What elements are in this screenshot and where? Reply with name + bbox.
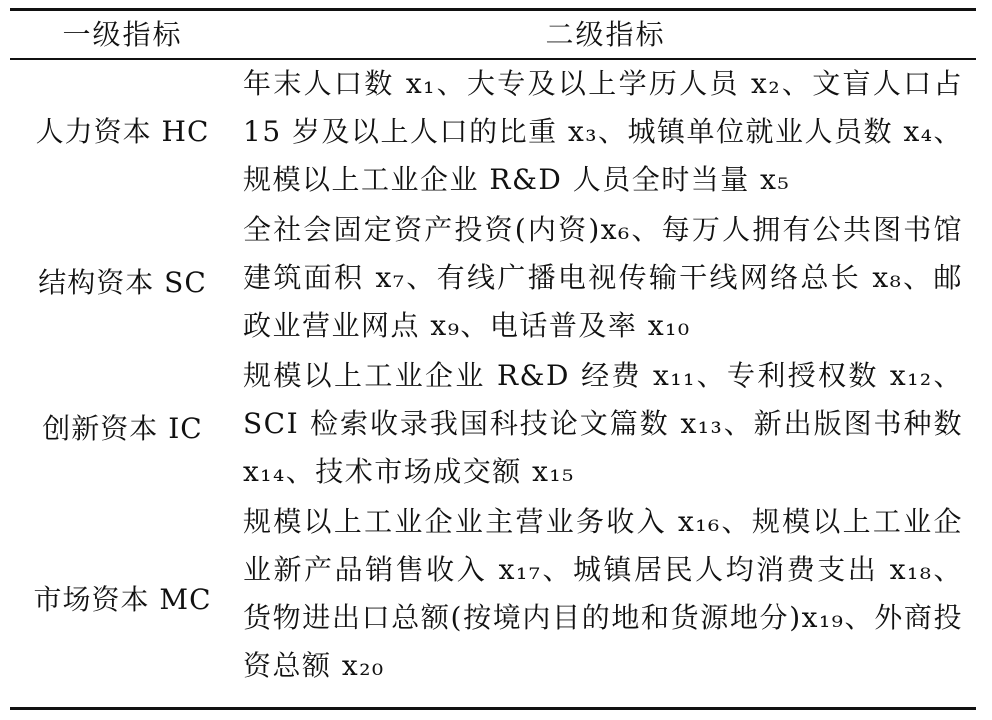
secondary-indicator-cell: 年末人口数 x₁、大专及以上学历人员 x₂、文盲人口占 15 岁及以上人口的比重 x₃、城镇单位就业人员数 x₄、规模以上工业企业 R&D 人员全时当量 x₅	[243, 67, 963, 196]
table-row	[10, 352, 976, 500]
table-row	[10, 60, 976, 208]
table-row	[10, 206, 976, 354]
secondary-indicator-cell: 全社会固定资产投资(内资)x₆、每万人拥有公共图书馆建筑面积 x₇、有线广播电视传输干线网络总长 x₈、邮政业营业网点 x₉、电话普及率 x₁₀	[243, 213, 963, 342]
table-top-rule	[10, 8, 976, 11]
primary-indicator-cell: 结构资本 SC	[38, 266, 207, 299]
table-bottom-rule	[10, 707, 976, 710]
primary-indicator-cell: 人力资本 HC	[35, 115, 210, 148]
header-primary-indicator: 一级指标	[62, 18, 183, 51]
primary-indicator-cell: 创新资本 IC	[42, 412, 203, 445]
secondary-indicator-cell: 规模以上工业企业主营业务收入 x₁₆、规模以上工业企业新产品销售收入 x₁₇、城镇居民人均消费支出 x₁₈、货物进出口总额(按境内目的地和货源地分)x₁₉、外商投资总额 x₂₀	[243, 505, 963, 682]
primary-indicator-cell: 市场资本 MC	[33, 583, 212, 616]
table-row	[10, 498, 976, 706]
header-secondary-indicator: 二级指标	[545, 18, 666, 51]
secondary-indicator-cell: 规模以上工业企业 R&D 经费 x₁₁、专利授权数 x₁₂、SCI 检索收录我国科技论文篇数 x₁₃、新出版图书种数 x₁₄、技术市场成交额 x₁₅	[243, 359, 963, 488]
